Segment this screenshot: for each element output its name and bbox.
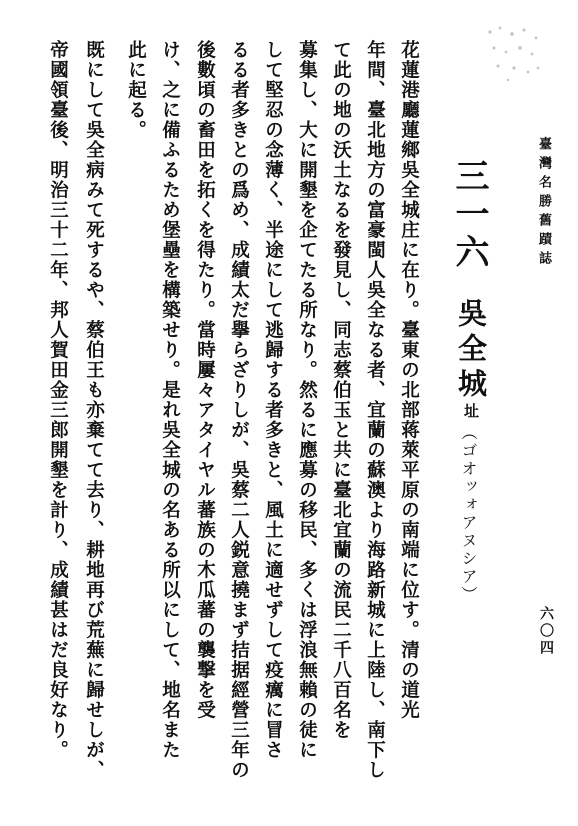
body-line: け、之に備ふるため堡壘を構築せり。是れ吳全城の名ある所以にして、地名また bbox=[159, 40, 181, 760]
body-line: 既にして吳全病みて死するや、蔡伯王も亦棄てて去り、耕地再び荒蕪に歸せしが、 bbox=[83, 40, 105, 780]
section-number: 三一六 bbox=[449, 158, 489, 272]
body-line: て此の地の沃土なるを發見し、同志蔡伯玉と共に臺北宜蘭の流民二千八百名を bbox=[330, 40, 352, 740]
book-title-header: 臺灣名勝舊蹟誌 bbox=[536, 137, 551, 270]
body-line: 此に起る。 bbox=[125, 40, 147, 140]
body-line: 帝國領臺後、明治三十二年、邦人賀田金三郎開墾を計り、成績甚はだ良好なり。 bbox=[47, 40, 69, 760]
section-reading: （ゴオッォアヌシア） bbox=[459, 424, 478, 604]
body-line: 花蓮港廳蓮鄉吳全城庄に在り。臺東の北部蒋萊平原の南端に位す。清の道光 bbox=[398, 40, 420, 720]
body-line: 募集し、大に開墾を企てたる所なり。然るに應募の移民、多くは浮浪無賴の徒に bbox=[296, 40, 318, 760]
body-line: るる者多きとの爲め、成績太だ擧らざりしが、吳蔡二人鋭意撓まず拮据經營三年の bbox=[228, 40, 250, 780]
body-line: 後數頃の畜田を拓くを得たり。當時屢々アタイヤル蕃族の木瓜蕃の襲撃を受 bbox=[194, 40, 216, 720]
section-title bbox=[454, 298, 488, 418]
body-line: して堅忍の念薄く、半途にして逃歸する者多きと、風土に適せずして疫癘に冒さ bbox=[262, 40, 284, 760]
body-line: 年間、臺北地方の富豪閩人吳全なる者、宜蘭の蘇澳より海路新城に上陸し、南下し bbox=[364, 40, 386, 780]
library-stamp-icon bbox=[478, 18, 548, 88]
section-title-main: 吳全城 bbox=[454, 298, 488, 403]
page-number: 六〇四 bbox=[538, 606, 554, 657]
section-title-suffix: 址 bbox=[462, 403, 480, 418]
